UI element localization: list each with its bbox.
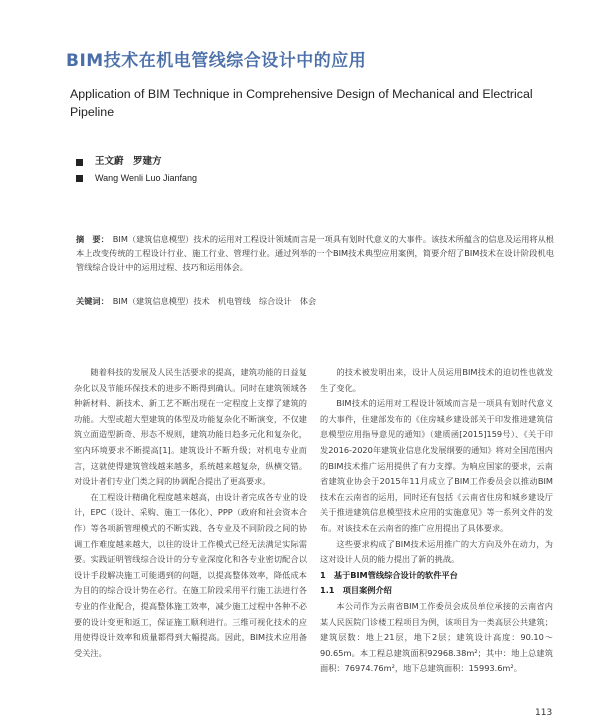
body-paragraph: BIM技术的运用对工程设计领域而言是一项具有划时代意义的大事件，住建部发布的《住房城乡建设部关于印发推进建筑信息模型应用指导意见的通知》（建质函[2015]159号）、《关于印发2016-2020年建筑业信息化发展纲要的通知》将对全国范围内的BIM技术推广运用提供了有力支撑。为响应国家的要求，云南省建筑业协会于2015年11月成立了BIM工作委员会以推动BIM技术在云南省的运用，同时还有包括《云南省住房和城乡建设厅关于推进建筑信息模型技术应用的实施意见》等一系列文件的发布。对该技术在云南省的推广应用提出了具体要求。 bbox=[320, 398, 553, 533]
authors-english: Wang Wenli Luo Jianfang bbox=[95, 173, 198, 183]
body-paragraph: 随着科技的发展及人民生活要求的提高，建筑功能的日益复杂化以及节能环保技术的进步不断得到确认。同时在建筑领域各种新材料、新技术、新工艺不断出现在一定程度上支撑了建筑的功能。大型或超大型建筑的体型及功能复杂化不断演变，不仅建筑立面造型新奇、形态不规则，建筑功能日趋多元化和复杂化，室内环境要求不断提高[1]。建筑设计不断升级；对机电专业而言，这就使得建筑管线越来越多，系统越来越复杂，纵横交错。对设计者们专业门类之间的协调配合提出了更高要求。 bbox=[74, 367, 307, 487]
section-heading: 1 基于BIM管线综合设计的软件平台 bbox=[320, 569, 458, 580]
abstract-label: 摘 要： bbox=[76, 234, 109, 244]
body-paragraph: 在工程设计精确化程度越来越高，由设计者完成各专业的设计，EPC（设计、采购、施工一体化）、PPP（政府和社会资本合作）等各项新管理模式的不断实践、各专业及不同阶段之间的协调工作难度越来越大，以往的设计工作模式已经无法满足实际需要。实践证明管线综合设计的分专业深度化和各专业密切配合以设计手段解决施工可能遇到的问题，以提高整体效率，降低成本为目的的综合设计势在必行。在施工阶段采用平行施工法进行各专业的作业配合，提高整体施工效率，减少施工过程中各种不必要的设计变更和返工，保证施工顺利进行。三维可视化技术的应用使得设计效率和质量都得到大幅提高。因此，BIM技术应用备受关注。 bbox=[74, 491, 307, 658]
author-row-chinese bbox=[76, 154, 197, 170]
body-paragraph: 的技术被发明出来，设计人员运用BIM技术的迫切性也就发生了变化。 bbox=[320, 367, 553, 393]
bullet-square-icon bbox=[76, 175, 83, 182]
subsection-heading: 1.1 项目案例介绍 bbox=[320, 585, 392, 596]
keywords-label: 关键词： bbox=[76, 296, 109, 306]
page-number: 113 bbox=[535, 708, 553, 718]
keywords-text: BIM（建筑信息模型）技术 机电管线 综合设计 体会 bbox=[112, 296, 317, 306]
body-paragraph: 这些要求构成了BIM技术运用推广的大方向及外在动力，为这对设计人员的能力提出了新的挑战。 bbox=[320, 538, 553, 565]
keywords bbox=[76, 294, 554, 308]
body-column-right bbox=[320, 365, 553, 677]
article-title-english: Application of BIM Technique in Comprehensive Design of Mechanical and Electrical Pipeline bbox=[70, 87, 533, 119]
authors-chinese: 王文蔚 罗建方 bbox=[95, 156, 162, 167]
author-row-english bbox=[76, 170, 197, 186]
article-title-chinese: BIM技术在机电管线综合设计中的应用 bbox=[66, 51, 367, 71]
abstract-text: BIM（建筑信息模型）技术的运用对工程设计领域而言是一项具有划时代意义的大事件。该技术所蕴含的信息及运用将从根本上改变传统的工程设计行业、施工行业、管理行业。通过列举的一个BIM技术典型应用案例，简要介绍了BIM技术在设计阶段机电管线综合设计中的运用过程、技巧和运用体会。 bbox=[76, 234, 554, 272]
body-column-left bbox=[74, 365, 307, 661]
bullet-square-icon bbox=[76, 159, 83, 166]
author-block bbox=[76, 154, 197, 186]
abstract bbox=[76, 232, 554, 274]
body-paragraph: 本公司作为云南省BIM工作委员会成员单位承接的云南省内某人民医院门诊楼工程项目为例，该项目为一类高层公共建筑；建筑层数：地上21层，地下2层；建筑设计高度：90.10～90.65m。本工程总建筑面积92968.38m²；其中：地上总建筑面积：76974.76m²，地下总建筑面积：15993.6m²。 bbox=[320, 600, 553, 674]
